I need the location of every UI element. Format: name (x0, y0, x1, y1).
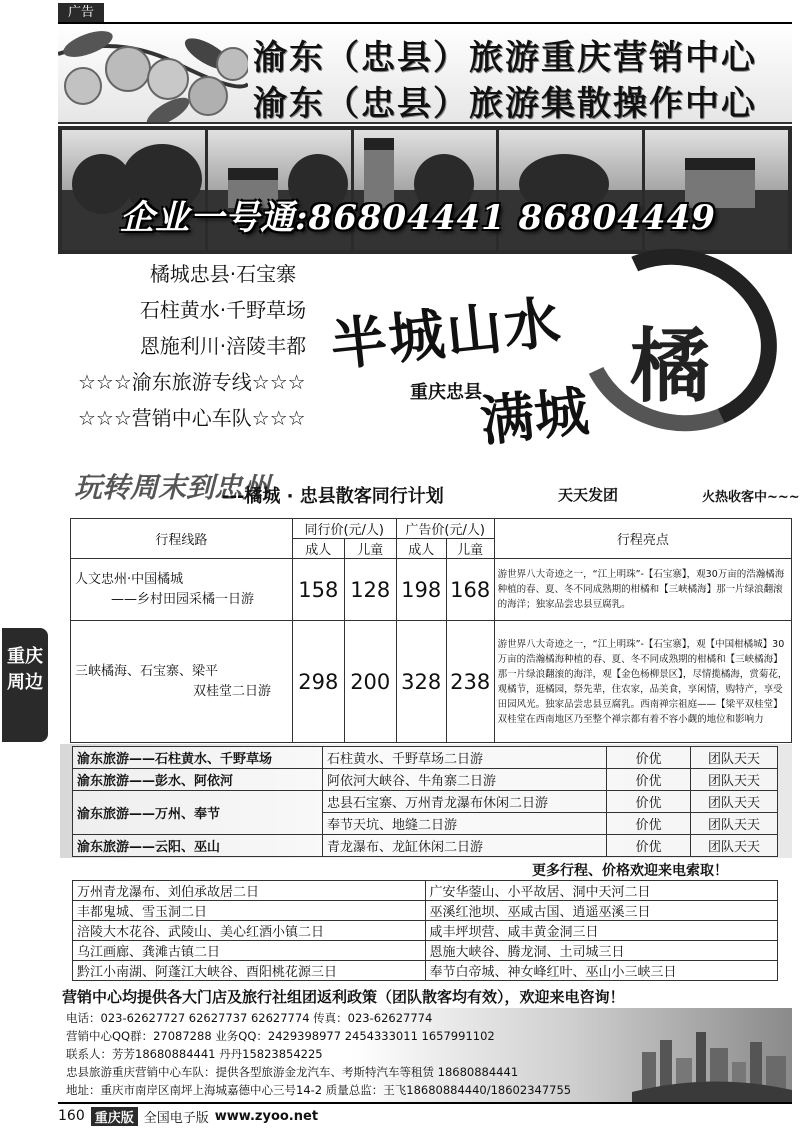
list-item: 广安华蓥山、小平故居、洞中天河二日 (425, 881, 778, 901)
list-item: 万州青龙瀑布、刘伯承故居二日 (73, 881, 426, 901)
website-link[interactable]: www.zyoo.net (214, 1108, 319, 1124)
route-price: 价优 (607, 813, 691, 835)
list-item: 丰都鬼城、雪玉洞二日 (73, 901, 426, 921)
header-title-1: 渝东（忠县）旅游重庆营销中心 (253, 38, 757, 78)
route-price: 价优 (607, 747, 691, 769)
list-item: 咸丰坪坝营、咸丰黄金洞三日 (425, 921, 778, 941)
table-row (71, 621, 792, 743)
side-tab (2, 628, 48, 742)
ad-adult-price: 328 (396, 621, 446, 743)
route-name: 忠县石宝寨、万州青龙瀑布休闲二日游 (323, 791, 607, 813)
contact-qq: 营销中心QQ群：27087288 业务QQ：2429398977 2454333011 1657991102 (66, 1029, 495, 1043)
header-title-2: 渝东（忠县）旅游集散操作中心 (253, 84, 757, 124)
route-price: 价优 (607, 769, 691, 791)
national-edition: 全国电子版 (143, 1110, 209, 1126)
ad-adult-price: 198 (396, 559, 446, 621)
contact-person: 联系人：芳芳18680884441 丹丹15823854225 (66, 1047, 323, 1061)
bottom-rule (58, 1102, 792, 1104)
plan-daily: 天天发团 (558, 486, 619, 504)
city-skyline-icon (632, 1012, 792, 1102)
calligraphy-orange: 橘 (630, 319, 710, 413)
list-item: 恩施大峡谷、腾龙洞、土司城三日 (425, 941, 778, 961)
phone-banner: 企业一号通:86804441 86804449 (120, 198, 716, 238)
col-peer-price: 同行价(元/人) (292, 519, 396, 539)
highlight-cell: 游世界八大奇迹之一，“江上明珠”-【石宝寨】，观【中国柑橘城】30万亩的浩瀚橘海种植的春、夏、冬不同成熟期的柑橘和【三峡橘海】那一片绿浪翻滚的海洋，观【金色杨柳景区】，尽情揽橘海，赏菊花，观橘节，逛橘园，祭先辈，住农家，品美食，享闲情，购特产，享受田园风光。独家品尝忠县豆腐乳。西南禅宗祖庭——【梁平双桂堂】双桂堂在西南地区乃至整个禅宗都有着不容小觑的地位和影响力 (494, 621, 791, 743)
side-tab-line1: 重庆 (7, 646, 43, 667)
route-name: 阿依河大峡谷、牛角寨二日游 (323, 769, 607, 791)
route-price: 价优 (607, 791, 691, 813)
destination-item: ☆☆☆营销中心车队☆☆☆ (78, 406, 306, 430)
col-ad-adult: 成人 (396, 539, 446, 559)
destination-item: 石柱黄水·千野草场 (139, 298, 307, 322)
ad-child-price: 238 (446, 621, 494, 743)
col-ad-child: 儿童 (446, 539, 494, 559)
destination-item: ☆☆☆渝东旅游专线☆☆☆ (78, 370, 306, 394)
route-team: 团队天天 (691, 835, 778, 857)
table-row (73, 941, 778, 961)
list-item: 黔江小南湖、阿蓬江大峡谷、酉阳桃花源三日 (73, 961, 426, 981)
more-routes-call: 更多行程、价格欢迎来电索取！ (532, 863, 728, 879)
route-name: 青龙瀑布、龙缸休闲二日游 (323, 835, 607, 857)
route-name: 奉节天坑、地缝二日游 (323, 813, 607, 835)
calligraphy-city: 满城 (477, 378, 592, 454)
peer-adult-price: 158 (292, 559, 344, 621)
rebate-policy: 营销中心均提供各大门店及旅行社组团返利政策（团队散客均有效），欢迎来电咨询！ (62, 988, 625, 1006)
highlight-cell: 游世界八大奇迹之一，“江上明珠”-【石宝寨】，观30万亩的浩瀚橘海种植的春、夏、冬不同成熟期的柑橘和【三峡橘海】那一片绿浪翻滚的海洋；独家品尝忠县豆腐乳。 (494, 559, 791, 621)
col-peer-adult: 成人 (292, 539, 344, 559)
page-number: 160 (58, 1108, 85, 1124)
route-name: 石柱黄水、千野草场二日游 (323, 747, 607, 769)
orange-branch-icon (58, 24, 248, 124)
ad-child-price: 168 (446, 559, 494, 621)
table-row (73, 769, 778, 791)
table-row (71, 559, 792, 621)
contact-phone: 电话：023-62627727 62627737 62627774 传真：023-62627774 (66, 1011, 433, 1025)
route-category: 渝东旅游——彭水、阿依河 (73, 769, 323, 791)
destination-item: 橘城忠县·石宝寨 (149, 262, 297, 286)
list-item: 奉节白帝城、神女峰红叶、巫山小三峡三日 (425, 961, 778, 981)
col-highlights: 行程亮点 (494, 519, 791, 559)
ad-tag: 广告 (58, 3, 104, 23)
table-row (73, 747, 778, 769)
plan-deco: 玩转周末到忠州 (74, 471, 271, 504)
route-list-table (72, 880, 778, 981)
table-row (73, 791, 778, 813)
table-row (73, 901, 778, 921)
table-row (73, 961, 778, 981)
price-table (70, 518, 792, 743)
header-banner (58, 24, 792, 124)
route-team: 团队天天 (691, 747, 778, 769)
destination-list (78, 256, 368, 436)
side-tab-line2: 周边 (7, 672, 43, 693)
table-row (73, 835, 778, 857)
route-category: 渝东旅游——石柱黄水、千野草场 (73, 747, 323, 769)
contact-address: 地址：重庆市南岸区南坪上海城嘉德中心三号14-2 质量总监：王飞18680884440/18602347755 (66, 1083, 572, 1097)
peer-child-price: 128 (344, 559, 396, 621)
destination-item: 恩施利川·涪陵丰都 (139, 334, 307, 358)
contact-fleet: 忠县旅游重庆营销中心车队：提供各型旅游金龙汽车、考斯特汽车等租赁 18680884441 (66, 1065, 519, 1079)
col-route: 行程线路 (71, 519, 293, 559)
peer-child-price: 200 (344, 621, 396, 743)
list-item: 巫溪红池坝、巫咸古国、逍遥巫溪三日 (425, 901, 778, 921)
list-item: 涪陵大木花谷、武陵山、美心红酒小镇二日 (73, 921, 426, 941)
edition-badge: 重庆版 (91, 1107, 138, 1126)
list-item: 乌江画廊、龚滩古镇二日 (73, 941, 426, 961)
route-category: 渝东旅游——万州、奉节 (73, 791, 323, 835)
table-row (73, 881, 778, 901)
more-routes-table (72, 746, 778, 857)
route-price: 价优 (607, 835, 691, 857)
page-footer (58, 1106, 418, 1126)
route-cell: 三峡橘海、石宝寨、梁平 双桂堂二日游 (71, 621, 293, 743)
calligraphy-logo (327, 250, 790, 454)
plan-heading: ---橘城 · 忠县散客同行计划 (222, 486, 444, 507)
col-ad-price: 广告价(元/人) (396, 519, 494, 539)
peer-adult-price: 298 (292, 621, 344, 743)
table-row (73, 921, 778, 941)
route-team: 团队天天 (691, 813, 778, 835)
plan-title (74, 466, 800, 516)
calligraphy-main: 半城山水 (327, 289, 566, 379)
route-cell: 人文忠州·中国橘城 ——乡村田园采橘一日游 (71, 559, 293, 621)
plan-hot: 火热收客中~~~ (702, 490, 800, 505)
col-peer-child: 儿童 (344, 539, 396, 559)
calligraphy-county: 重庆忠县 (410, 382, 482, 403)
route-team: 团队天天 (691, 791, 778, 813)
route-category: 渝东旅游——云阳、巫山 (73, 835, 323, 857)
route-team: 团队天天 (691, 769, 778, 791)
